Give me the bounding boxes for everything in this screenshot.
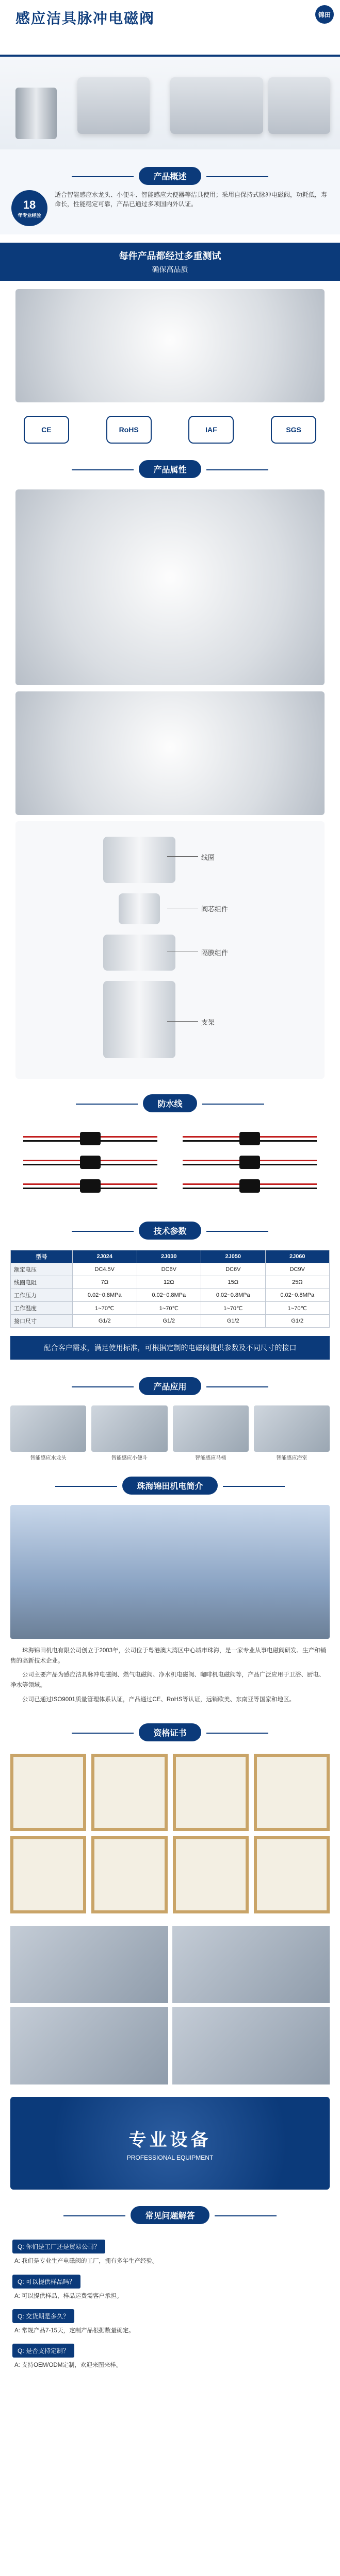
app-label: 智能感应小便斗 xyxy=(111,1455,148,1462)
company-paragraph: 公司主要产品为感应洁具脉冲电磁阀、燃气电磁阀、净水机电磁阀、咖啡机电磁阀等，产品广泛应用于卫浴、厨电、净水等领域。 xyxy=(10,1672,325,1689)
section-title-certs: 资格证书 xyxy=(139,1723,201,1741)
section-title-faq: 常见问题解答 xyxy=(131,2206,209,2224)
spec-key: 工作温度 xyxy=(11,1302,73,1315)
company-paragraph: 珠海锦田机电有限公司创立于2003年，公司位于粤港澳大湾区中心城市珠海，是一家专业从事电磁阀研发、生产和销售的高新技术企业。 xyxy=(10,1648,327,1664)
cert-sgs: SGS xyxy=(271,416,316,444)
faq-answer: A: 支持OEM/ODM定制，欢迎来图来样。 xyxy=(14,2362,122,2369)
cert-row xyxy=(0,409,340,451)
table-row xyxy=(11,1289,330,1302)
wire-3 xyxy=(23,1155,157,1170)
custom-note: 配合客户需求，满足使用标准，可根据定制的电磁阀提供参数及不同尺寸的接口 xyxy=(10,1336,330,1360)
section-title-waterline: 防水线 xyxy=(143,1094,197,1112)
wire-4 xyxy=(183,1155,317,1170)
spec-cell: G1/2 xyxy=(73,1315,137,1328)
wire-2 xyxy=(183,1131,317,1146)
cert-ce: CE xyxy=(24,416,69,444)
service-sub: PROFESSIONAL EQUIPMENT xyxy=(126,2154,214,2161)
spec-header: 型号 xyxy=(11,1250,73,1263)
product-image-valve xyxy=(15,88,57,139)
company-building-photo xyxy=(10,1505,330,1639)
experience-badge xyxy=(11,190,47,226)
product-image-faucet xyxy=(77,77,150,134)
spec-header: 2J060 xyxy=(265,1250,330,1263)
spec-cell: 1~70℃ xyxy=(201,1302,266,1315)
hero-image xyxy=(0,57,340,149)
certificate xyxy=(91,1754,167,1831)
spec-header: 2J050 xyxy=(201,1250,266,1263)
logo: 锦田 xyxy=(315,5,334,24)
product-closeup xyxy=(15,289,325,402)
banner-line2: 确保高品质 xyxy=(152,265,188,274)
badge-sub: 年专业经验 xyxy=(18,212,41,218)
faq-answer: A: 我们是专业生产电磁阀的工厂，拥有多年生产经验。 xyxy=(14,2258,158,2265)
app-label: 智能感应浴室 xyxy=(276,1455,307,1462)
waterproof-wires xyxy=(0,1117,340,1212)
exploded-view xyxy=(15,821,325,1079)
spec-key: 接口尺寸 xyxy=(11,1315,73,1328)
section-title-company: 珠海锦田机电简介 xyxy=(122,1477,217,1495)
faq-answer: A: 常规产品7-15天，定制产品根据数量确定。 xyxy=(14,2327,135,2334)
spec-cell: DC6V xyxy=(201,1263,266,1276)
table-row xyxy=(11,1276,330,1289)
spec-key: 线圈电阻 xyxy=(11,1276,73,1289)
app-item xyxy=(10,1405,86,1462)
section-title-properties: 产品属性 xyxy=(139,460,201,478)
certificate xyxy=(173,1754,249,1831)
spec-cell: 1~70℃ xyxy=(137,1302,201,1315)
part-diaphragm xyxy=(103,935,175,971)
badge-number: 18 xyxy=(23,198,36,211)
factory-photo xyxy=(10,1926,168,2003)
service-title: 专业设备 xyxy=(128,2130,212,2150)
header xyxy=(0,0,340,57)
factory-photos xyxy=(0,1921,340,2090)
faq-section xyxy=(0,2229,340,2379)
label-diaphragm: 隔膜组件 xyxy=(201,947,228,957)
faq-question: Q: 你们是工厂还是贸易公司？ xyxy=(12,2240,105,2253)
app-label: 智能感应马桶 xyxy=(195,1455,226,1462)
table-row xyxy=(11,1315,330,1328)
spec-header: 2J030 xyxy=(137,1250,201,1263)
part-bracket xyxy=(103,981,175,1058)
advantages-text: 适合智能感应水龙头、小便斗、智能感应大便器等洁具使用；采用自保持式脉冲电磁阀，功耗低，寿命长，性能稳定可靠，产品已通过多项国内外认证。 xyxy=(55,191,328,208)
service-banner xyxy=(10,2097,330,2190)
label-core: 阀芯组件 xyxy=(201,904,228,913)
section-title-advantages: 产品概述 xyxy=(139,167,201,185)
certificate xyxy=(10,1836,86,1913)
spec-cell: 15Ω xyxy=(201,1276,266,1289)
faq-question: Q: 是否支持定制？ xyxy=(12,2344,74,2358)
cert-rohs: RoHS xyxy=(106,416,152,444)
section-title-spec: 技术参数 xyxy=(139,1222,201,1240)
label-coil: 线圈 xyxy=(201,852,215,862)
banner-line1: 每件产品都经过多重测试 xyxy=(119,251,221,261)
table-row xyxy=(11,1263,330,1276)
product-image-urinal xyxy=(170,77,263,134)
spec-cell: 25Ω xyxy=(265,1276,330,1289)
applications xyxy=(0,1400,340,1462)
faq-question: Q: 交货期是多久？ xyxy=(12,2309,74,2323)
advantages-section xyxy=(0,149,340,234)
factory-photo xyxy=(172,1926,330,2003)
certificate xyxy=(254,1836,330,1913)
faq-question: Q: 可以提供样品吗？ xyxy=(12,2275,80,2289)
product-side-view xyxy=(15,691,325,815)
spec-cell: DC6V xyxy=(137,1263,201,1276)
part-coil xyxy=(103,837,175,883)
product-top-view xyxy=(15,489,325,685)
spec-cell: 0.02~0.8MPa xyxy=(265,1289,330,1302)
app-item xyxy=(254,1405,330,1462)
spec-cell: G1/2 xyxy=(201,1315,266,1328)
spec-cell: 1~70℃ xyxy=(73,1302,137,1315)
wire-6 xyxy=(183,1178,317,1194)
app-label: 智能感应水龙头 xyxy=(30,1455,67,1462)
spec-header: 2J024 xyxy=(73,1250,137,1263)
spec-cell: DC9V xyxy=(265,1263,330,1276)
spec-table xyxy=(10,1250,330,1328)
section-title-apps: 产品应用 xyxy=(139,1377,201,1395)
spec-cell: 0.02~0.8MPa xyxy=(201,1289,266,1302)
company-paragraph: 公司已通过ISO9001质量管理体系认证，产品通过CE、RoHS等认证，远销欧美、东南亚等国家和地区。 xyxy=(22,1696,296,1703)
spec-cell: 12Ω xyxy=(137,1276,201,1289)
label-bracket: 支架 xyxy=(201,1017,215,1027)
app-item xyxy=(91,1405,167,1462)
spec-cell: 1~70℃ xyxy=(265,1302,330,1315)
page-title: 感应洁具脉冲电磁阀 xyxy=(15,10,155,26)
certificate xyxy=(173,1836,249,1913)
certificate xyxy=(10,1754,86,1831)
certificates-grid xyxy=(0,1747,340,1921)
cert-iaf: IAF xyxy=(188,416,234,444)
certificate xyxy=(254,1754,330,1831)
quality-banner xyxy=(0,243,340,281)
spec-cell: G1/2 xyxy=(137,1315,201,1328)
table-row xyxy=(11,1302,330,1315)
factory-photo xyxy=(10,2007,168,2084)
spec-cell: G1/2 xyxy=(265,1315,330,1328)
product-image-sensor xyxy=(268,77,330,134)
wire-1 xyxy=(23,1131,157,1146)
faq-answer: A: 可以提供样品，样品运费需客户承担。 xyxy=(14,2293,123,2299)
spec-key: 工作压力 xyxy=(11,1289,73,1302)
app-item xyxy=(173,1405,249,1462)
spec-cell: 7Ω xyxy=(73,1276,137,1289)
spec-cell: DC4.5V xyxy=(73,1263,137,1276)
spec-key: 额定电压 xyxy=(11,1263,73,1276)
wire-5 xyxy=(23,1178,157,1194)
part-core xyxy=(119,893,160,924)
spec-cell: 0.02~0.8MPa xyxy=(73,1289,137,1302)
certificate xyxy=(91,1836,167,1913)
company-intro xyxy=(0,1500,340,1714)
spec-cell: 0.02~0.8MPa xyxy=(137,1289,201,1302)
factory-photo xyxy=(172,2007,330,2084)
